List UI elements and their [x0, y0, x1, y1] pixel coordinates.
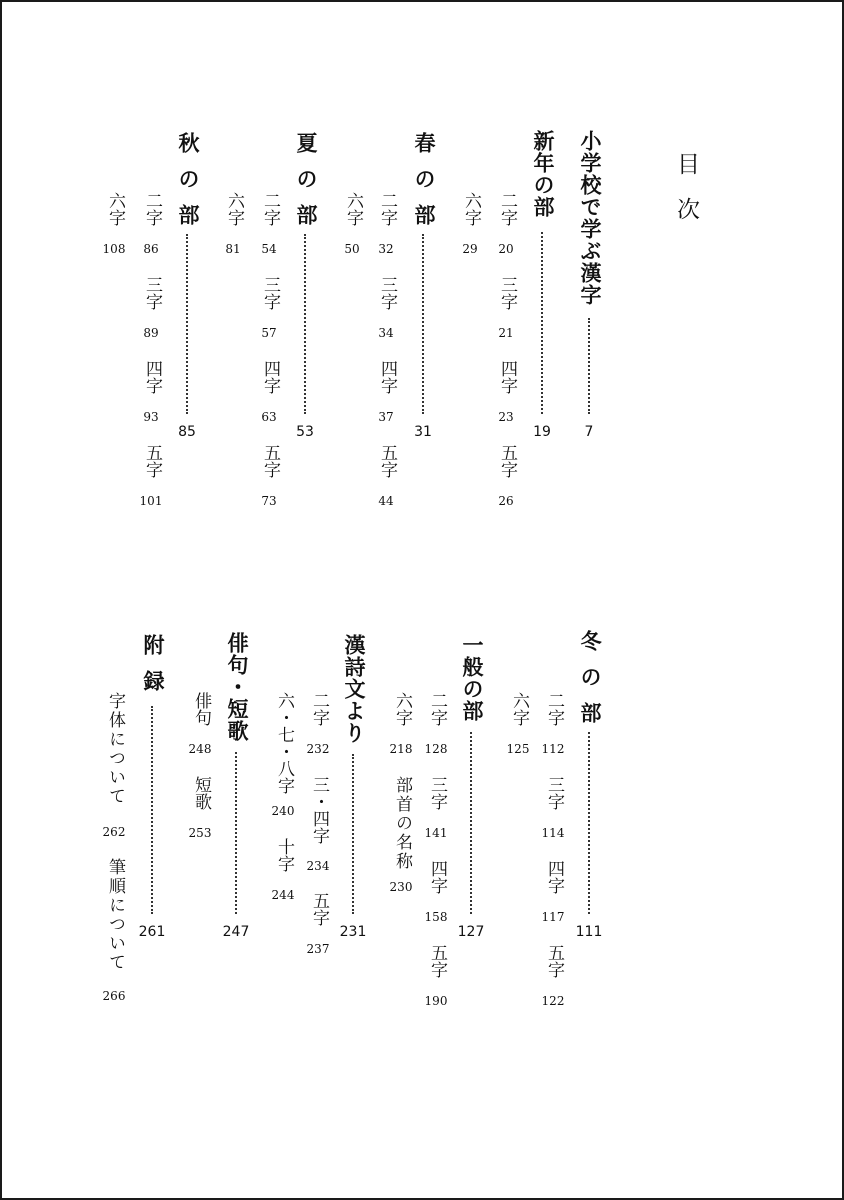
section-page-kanshi[interactable]: 231 — [339, 924, 367, 940]
entry-label: 五字 — [309, 892, 329, 926]
section-title-shogakko[interactable]: 小学校で学ぶ漢字 — [578, 130, 602, 306]
dot-leader — [186, 234, 188, 414]
entry-page[interactable]: 125 — [506, 742, 530, 756]
entry-label: 六・七・八字 — [274, 692, 294, 794]
section-page-haru[interactable]: 31 — [414, 424, 432, 440]
entry-page[interactable]: 86 — [143, 242, 159, 256]
entry-page[interactable]: 34 — [378, 326, 394, 340]
entry-label: 六字 — [392, 692, 412, 726]
entry-label: 三字 — [544, 776, 564, 810]
entry-page[interactable]: 114 — [541, 826, 565, 840]
page-title: 目次 — [673, 152, 699, 242]
entry-label: 十字 — [274, 838, 294, 872]
entry-page[interactable]: 23 — [498, 410, 514, 424]
entry-page[interactable]: 158 — [424, 910, 448, 924]
entry-page[interactable]: 240 — [271, 804, 295, 818]
section-page-aki[interactable]: 85 — [178, 424, 196, 440]
entry-label: 五字 — [142, 444, 162, 478]
dot-leader — [422, 234, 424, 414]
entry-page[interactable]: 237 — [306, 942, 330, 956]
entry-label: 三字 — [427, 776, 447, 810]
section-page-natsu[interactable]: 53 — [296, 424, 314, 440]
entry-label: 五字 — [377, 444, 397, 478]
entry-page[interactable]: 266 — [102, 989, 126, 1003]
dot-leader — [235, 752, 237, 914]
section-title-furoku[interactable]: 附録 — [141, 634, 165, 706]
section-page-ippan[interactable]: 127 — [457, 924, 485, 940]
section-page-fuyu[interactable]: 111 — [575, 924, 603, 940]
entry-page[interactable]: 20 — [498, 242, 514, 256]
entry-page[interactable]: 81 — [225, 242, 241, 256]
entry-label: 三字 — [260, 276, 280, 310]
entry-page[interactable]: 248 — [188, 742, 212, 756]
entry-label: 三・四字 — [309, 776, 329, 844]
section-title-ippan[interactable]: 一般の部 — [460, 634, 484, 722]
entry-label: 五字 — [497, 444, 517, 478]
entry-label: 六字 — [343, 192, 363, 226]
entry-page[interactable]: 37 — [378, 410, 394, 424]
section-page-furoku[interactable]: 261 — [138, 924, 166, 940]
entry-label: 五字 — [427, 944, 447, 978]
entry-label: 三字 — [142, 276, 162, 310]
entry-page[interactable]: 93 — [143, 410, 159, 424]
section-page-shogakko[interactable]: 7 — [584, 424, 594, 440]
entry-label: 二字 — [544, 692, 564, 726]
entry-label: 六字 — [461, 192, 481, 226]
section-title-haru[interactable]: 春の部 — [412, 132, 436, 240]
entry-label: 字体について — [105, 692, 125, 806]
entry-page[interactable]: 89 — [143, 326, 159, 340]
entry-label: 四字 — [544, 860, 564, 894]
entry-label: 二字 — [427, 692, 447, 726]
entry-page[interactable]: 262 — [102, 825, 126, 839]
entry-page[interactable]: 112 — [541, 742, 565, 756]
entry-page[interactable]: 128 — [424, 742, 448, 756]
entry-page[interactable]: 122 — [541, 994, 565, 1008]
entry-label: 五字 — [260, 444, 280, 478]
dot-leader — [352, 754, 354, 914]
entry-page[interactable]: 26 — [498, 494, 514, 508]
entry-label: 四字 — [142, 360, 162, 394]
entry-label: 二字 — [497, 192, 517, 226]
entry-page[interactable]: 253 — [188, 826, 212, 840]
entry-page[interactable]: 44 — [378, 494, 394, 508]
entry-label: 短歌 — [191, 776, 211, 810]
entry-label: 二字 — [260, 192, 280, 226]
entry-page[interactable]: 32 — [378, 242, 394, 256]
entry-label: 二字 — [142, 192, 162, 226]
entry-label: 四字 — [497, 360, 517, 394]
section-title-fuyu[interactable]: 冬の部 — [578, 630, 602, 738]
entry-label: 二字 — [309, 692, 329, 726]
entry-label: 三字 — [377, 276, 397, 310]
entry-page[interactable]: 108 — [102, 242, 126, 256]
entry-label: 六字 — [105, 192, 125, 226]
entry-page[interactable]: 21 — [498, 326, 514, 340]
entry-label: 五字 — [544, 944, 564, 978]
entry-page[interactable]: 29 — [462, 242, 478, 256]
entry-page[interactable]: 244 — [271, 888, 295, 902]
entry-label: 四字 — [377, 360, 397, 394]
section-title-aki[interactable]: 秋の部 — [176, 132, 200, 240]
dot-leader — [541, 232, 543, 414]
entry-page[interactable]: 232 — [306, 742, 330, 756]
entry-page[interactable]: 57 — [261, 326, 277, 340]
dot-leader — [588, 318, 590, 414]
section-page-haiku[interactable]: 247 — [222, 924, 250, 940]
dot-leader — [304, 234, 306, 414]
section-title-natsu[interactable]: 夏の部 — [294, 132, 318, 240]
entry-page[interactable]: 63 — [261, 410, 277, 424]
dot-leader — [470, 732, 472, 914]
section-page-shinnen[interactable]: 19 — [533, 424, 551, 440]
entry-label: 四字 — [260, 360, 280, 394]
entry-page[interactable]: 101 — [139, 494, 163, 508]
entry-label: 四字 — [427, 860, 447, 894]
section-title-shinnen[interactable]: 新年の部 — [531, 130, 555, 218]
dot-leader — [588, 732, 590, 914]
entry-label: 六字 — [224, 192, 244, 226]
section-title-kanshi[interactable]: 漢詩文より — [342, 634, 366, 744]
entry-page[interactable]: 234 — [306, 859, 330, 873]
entry-label: 三字 — [497, 276, 517, 310]
entry-label: 俳句 — [191, 692, 211, 726]
entry-page[interactable]: 54 — [261, 242, 277, 256]
entry-label: 六字 — [509, 692, 529, 726]
entry-page[interactable]: 218 — [389, 742, 413, 756]
entry-label: 部首の名称 — [392, 776, 412, 871]
entry-label: 筆順について — [105, 858, 125, 972]
dot-leader — [151, 706, 153, 914]
entry-page[interactable]: 73 — [261, 494, 277, 508]
entry-page[interactable]: 190 — [424, 994, 448, 1008]
entry-page[interactable]: 230 — [389, 880, 413, 894]
entry-page[interactable]: 50 — [344, 242, 360, 256]
entry-page[interactable]: 117 — [541, 910, 565, 924]
entry-page[interactable]: 141 — [424, 826, 448, 840]
entry-label: 二字 — [377, 192, 397, 226]
section-title-haiku[interactable]: 俳句・短歌 — [225, 632, 249, 742]
